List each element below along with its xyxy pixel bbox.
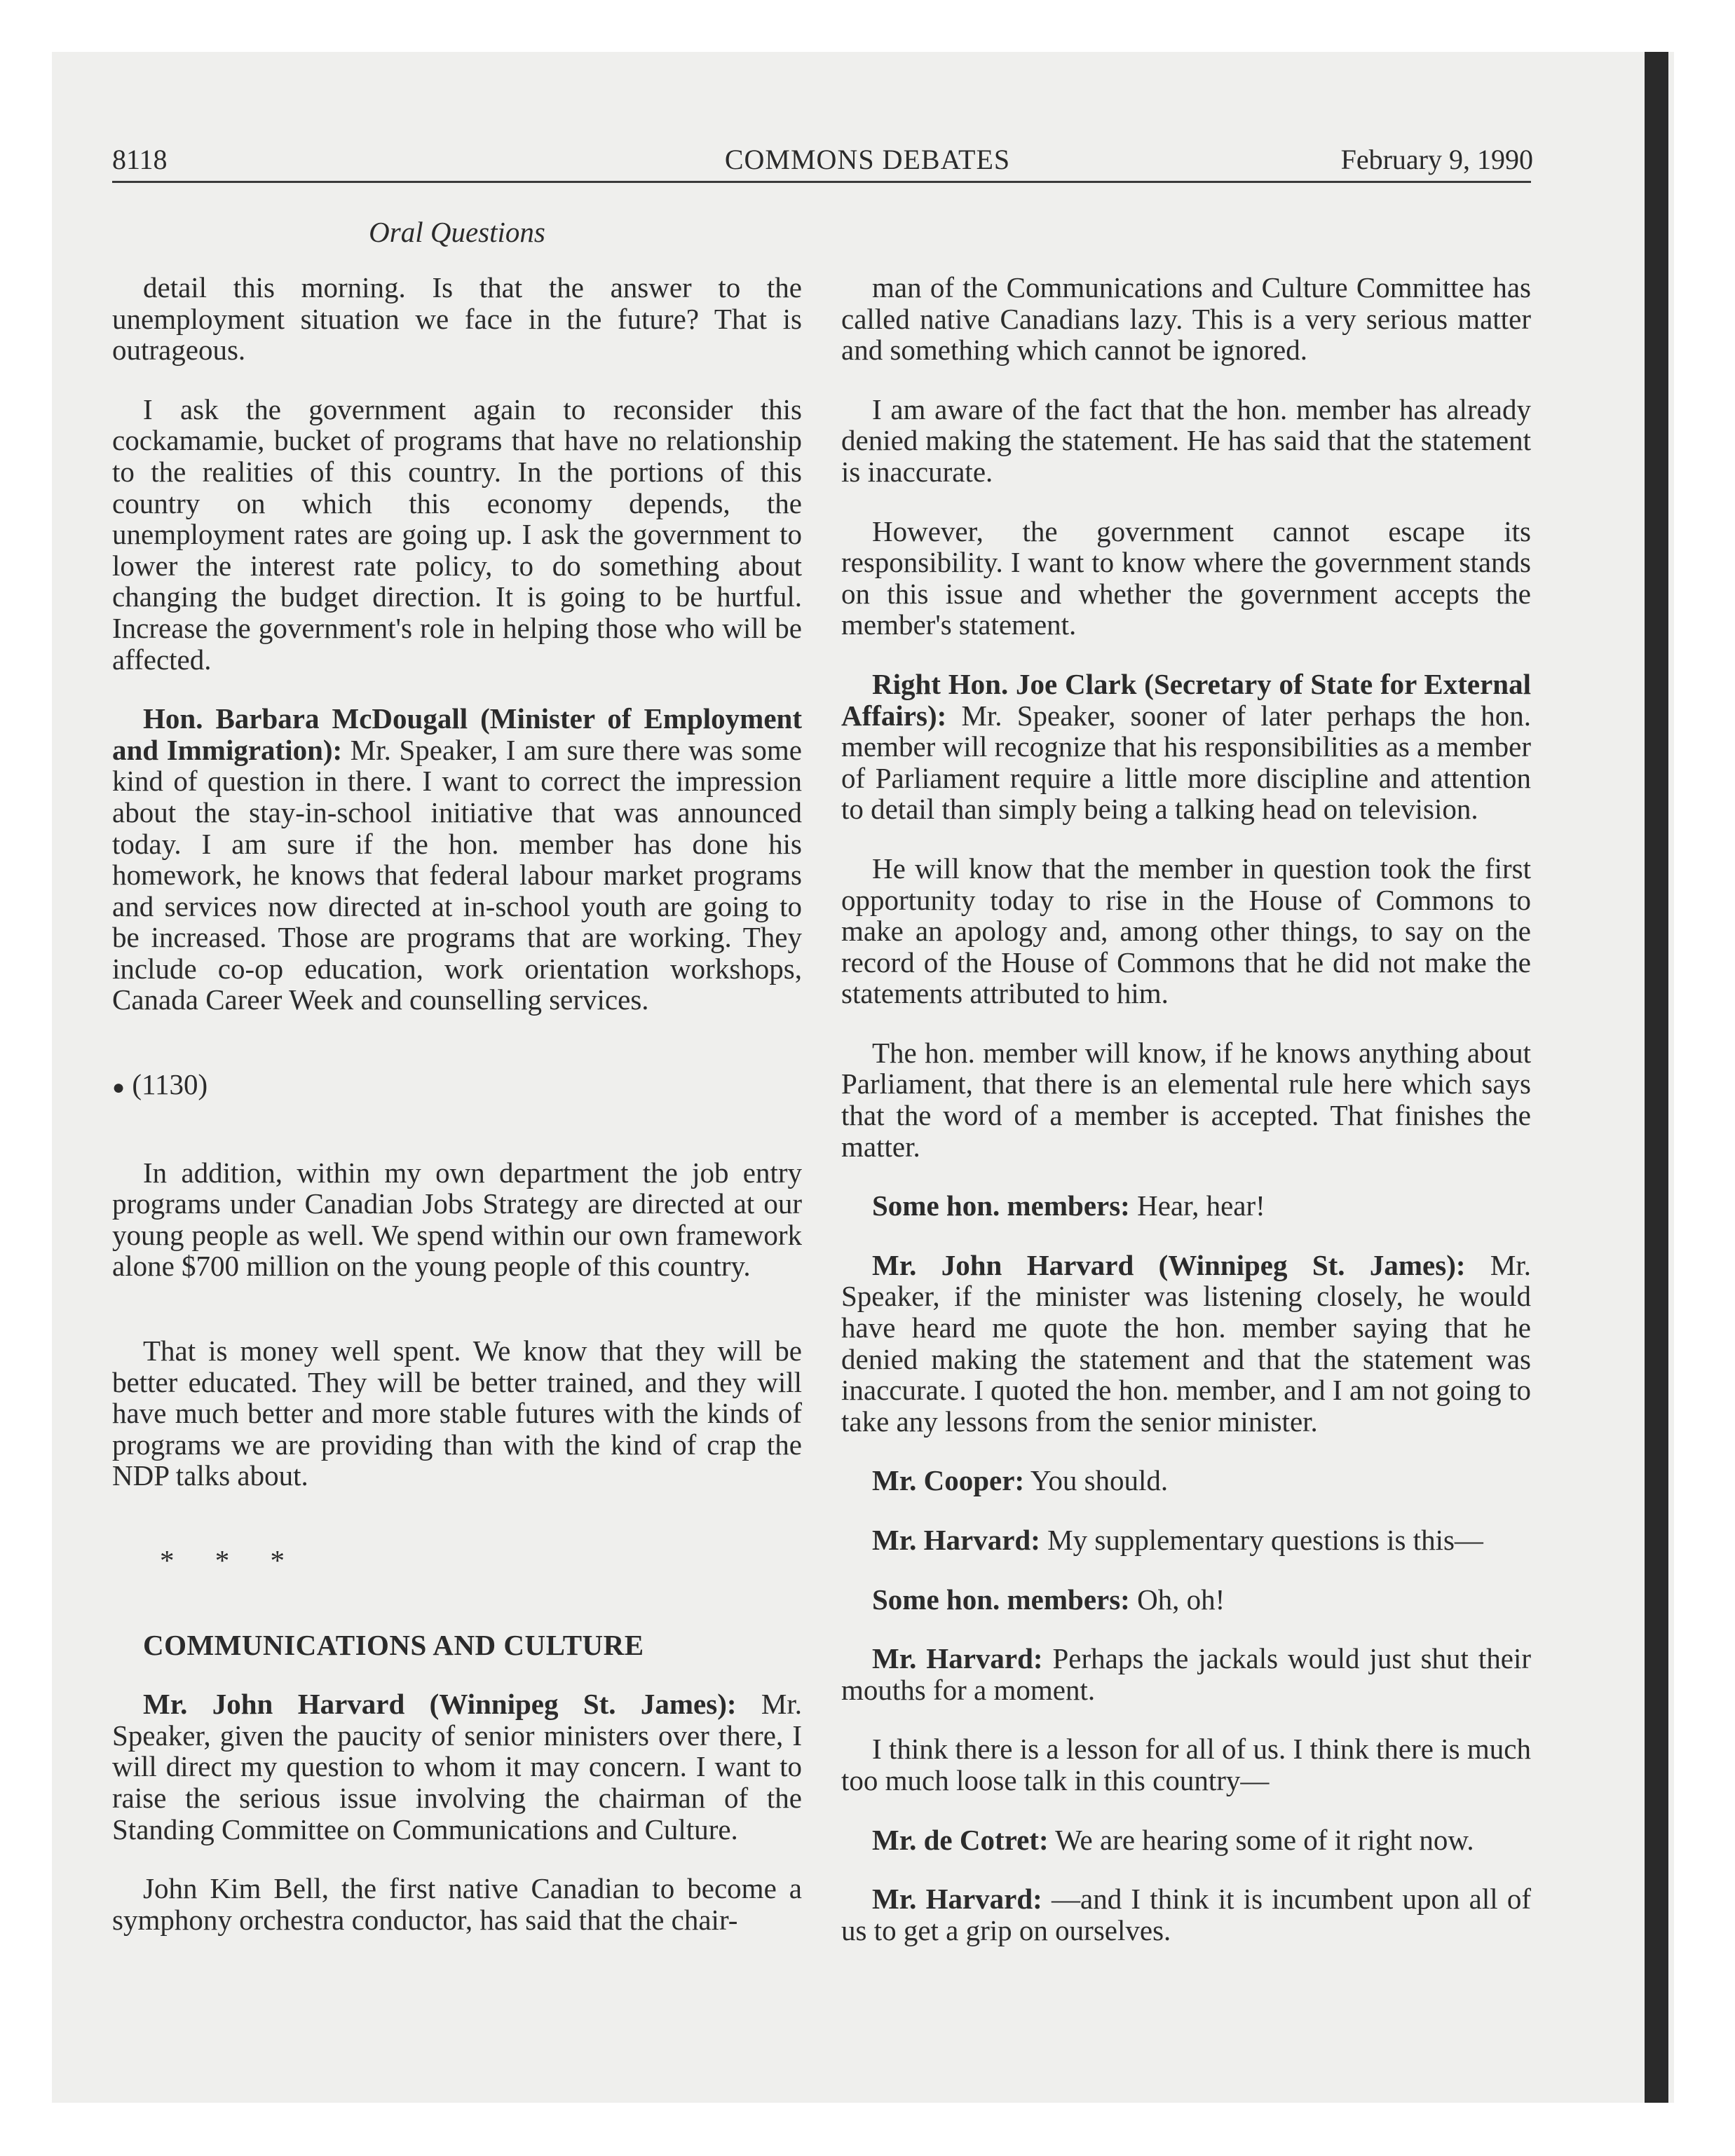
speaker-name: Right Hon. Joe Clark (Secretary of State for External Affairs): <box>841 667 1531 732</box>
paragraph: I think there is a lesson for all of us. I think there is much too much loose talk in this country— <box>841 1733 1531 1796</box>
scan-edge-border <box>1645 52 1668 2103</box>
speech-paragraph <box>841 1824 1531 1856</box>
paragraph: He will know that the member in question took the first opportunity today to rise in the House of Commons to make an apology and, among other things, to say on the record of the House of Commons that he did not make the statements attributed to him. <box>841 852 1531 1010</box>
header-rule <box>112 181 1531 183</box>
right-column <box>841 272 1531 1946</box>
speaker-name: Some hon. members: <box>872 1189 1130 1222</box>
time-marker-text: (1130) <box>132 1068 208 1101</box>
paragraph: The hon. member will know, if he knows anything about Parliament, that there is an elemental rule here which says that the word of a member is accepted. That finishes the matter. <box>841 1036 1531 1163</box>
speech-paragraph <box>841 1643 1531 1705</box>
header-date: February 9, 1990 <box>1340 144 1533 175</box>
speech-text: You should. <box>1024 1464 1169 1497</box>
speech-paragraph <box>841 1584 1531 1616</box>
speech-paragraph <box>112 1688 802 1845</box>
page-number: 8118 <box>112 144 168 175</box>
speaker-name: Mr. John Harvard (Winnipeg St. James): <box>872 1248 1466 1281</box>
speech-paragraph <box>841 1524 1531 1556</box>
speech-paragraph <box>841 1883 1531 1946</box>
speaker-name: Mr. Cooper: <box>872 1464 1025 1497</box>
speech-text: Mr. Speaker, given the paucity of senior ministers over there, I will direct my question to whom it may concern. I want to raise the serious issue involving the chairman of the Standing Committee on Communications and Culture. <box>112 1688 802 1845</box>
section-separator: * * * <box>160 1544 301 1576</box>
speech-text: Perhaps the jackals would just shut their mouths for a moment. <box>841 1642 1532 1706</box>
speech-text: Oh, oh! <box>1129 1583 1225 1616</box>
speech-text: Mr. Speaker, I am sure there was some kind of question in there. I want to correct the impression about the stay-in-school initiative that was announced today. I am sure if the hon. member has done his homework, he knows that federal labour market programs and services now directed at in-school youth are going to be increased. Those are programs that are working. They include co-op education, work orientation workshops, Canada Career Week and counselling services. <box>112 733 802 1016</box>
speech-paragraph <box>841 1465 1531 1496</box>
paragraph: detail this morning. Is that the answer to the unemployment situation we face in the future? That is outrageous. <box>112 271 802 367</box>
speech-paragraph <box>841 669 1531 825</box>
paragraph: I ask the government again to reconsider this cockamamie, bucket of programs that have no relationship to the realities of this country. In the portions of this country on which this economy depends, the unemployment rates are going up. I ask the government to lower the interest rate policy, to do something about changing the budget direction. It is going to be hurtful. Increase the government's role in helping those who will be affected. <box>112 393 802 676</box>
paragraph: However, the government cannot escape its responsibility. I want to know where the government stands on this issue and whether the government accepts the member's statement. <box>841 514 1531 641</box>
speech-paragraph <box>841 1250 1531 1438</box>
speech-text: Hear, hear! <box>1129 1189 1265 1222</box>
paragraph: man of the Communications and Culture Committee has called native Canadians lazy. This is a very serious matter and something which cannot be ignored. <box>841 271 1531 367</box>
speech-paragraph <box>112 703 802 1016</box>
speaker-name: Hon. Barbara McDougall (Minister of Employment and Immigration): <box>112 702 802 766</box>
section-label: Oral Questions <box>369 216 545 248</box>
paragraph: That is money well spent. We know that they will be better educated. They will be better trained, and they will have much better and more stable futures with the kinds of programs we are providing than with the kind of crap the NDP talks about. <box>112 1335 802 1492</box>
running-title: COMMONS DEBATES <box>724 144 1011 175</box>
speech-text: We are hearing some of it right now. <box>1048 1823 1474 1856</box>
speaker-name: Mr. John Harvard (Winnipeg St. James): <box>143 1688 737 1721</box>
speaker-name: Mr. Harvard: <box>872 1642 1043 1675</box>
section-heading: COMMUNICATIONS AND CULTURE <box>143 1628 644 1661</box>
speech-text: —and I think it is incumbent upon all of us to get a grip on ourselves. <box>841 1883 1532 1946</box>
speech-text: Mr. Speaker, sooner of later perhaps the hon. member will recognize that his responsibilities as a member of Parliament require a little more discipline and attention to detail than simply being a talking head on television. <box>841 699 1531 826</box>
speaker-name: Mr. Harvard: <box>872 1883 1042 1916</box>
paragraph: In addition, within my own department the job entry programs under Canadian Jobs Strategy are directed at our young people as well. We spend within our own framework alone $700 million on the young people of this country. <box>112 1156 802 1283</box>
paragraph: John Kim Bell, the first native Canadian to become a symphony orchestra conductor, has said that the chair- <box>112 1872 802 1936</box>
speech-text: Mr. Speaker, if the minister was listening closely, he would have heard me quote the hon. member saying that he denied making the statement and that the statement was inaccurate. I quoted the hon. member, and I am not going to take any lessons from the senior minister. <box>841 1248 1531 1438</box>
speech-text: My supplementary questions is this— <box>1040 1524 1483 1556</box>
speaker-name: Some hon. members: <box>872 1583 1130 1616</box>
left-column <box>112 272 802 1935</box>
speaker-name: Mr. Harvard: <box>872 1524 1040 1556</box>
time-marker <box>112 1069 802 1104</box>
speaker-name: Mr. de Cotret: <box>872 1823 1049 1856</box>
paragraph: I am aware of the fact that the hon. member has already denied making the statement. He has said that the statement is inaccurate. <box>841 393 1531 488</box>
bullet-icon: ● <box>112 1076 125 1100</box>
speech-paragraph <box>841 1190 1531 1222</box>
